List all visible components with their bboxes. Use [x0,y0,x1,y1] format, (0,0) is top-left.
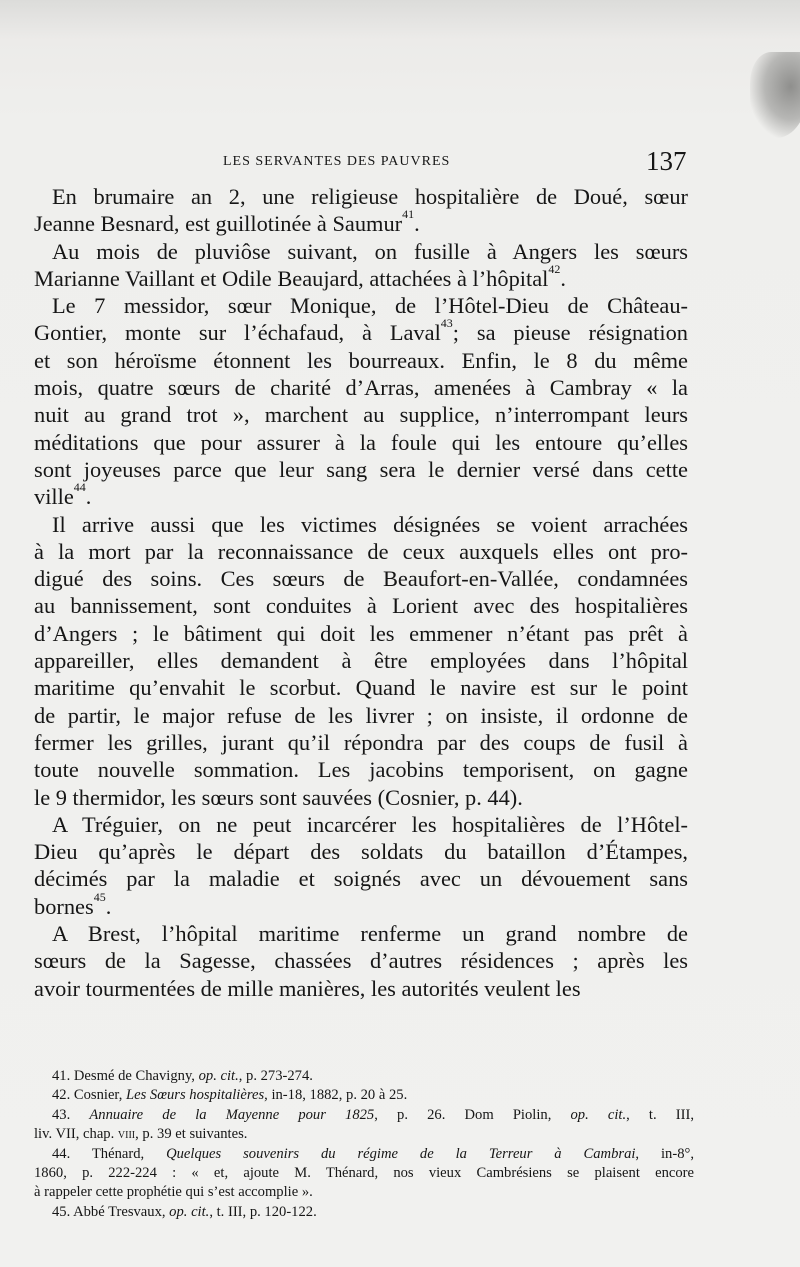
body-text [34,183,688,1002]
text-line: à la mort par la reconnaissance de ceux auxquels elles ont pro- [34,538,688,564]
page-number: 137 [646,146,687,176]
text-line: Dieu qu’après le départ des soldats du bataillon d’Étampes, [34,839,688,865]
text-line: avoir tourmentées de mille manières, les autorités veulent les [34,975,581,1001]
note-reference: 44 [73,483,86,495]
text-line: de partir, le major refuse de les livrer ; on insiste, il ordonne de [34,702,688,728]
text-line: Gontier, monte sur l’échafaud, à Laval$^{43}$; sa pieuse résignation [34,319,688,346]
text-line: d’Angers ; le bâtiment qui doit les emmener n’étant pas prêt à [34,620,688,646]
note-reference: 42 [548,264,561,276]
text-line: appareiller, elles demandent à être employées dans l’hôpital [34,648,688,674]
footnote-line: liv. VII, chap. viii, p. 39 et suivantes. [34,1126,248,1143]
footnote-line: 45. Abbé Tresvaux, op. cit., t. III, p. 120-122. [52,1203,317,1220]
text-line: mois, quatre sœurs de charité d’Arras, amenées à Cambray « la [34,375,688,401]
footnote-italic: op. cit. [570,1106,627,1123]
running-title: LES SERVANTES DES PAUVRES [223,154,451,169]
text-line: digué des soins. Ces sœurs de Beaufort-en-Vallée, condamnées [34,566,688,592]
text-line: maritime qu’envahit le scorbut. Quand le navire est sur le point [34,675,688,701]
footnote-line: 1860, p. 222-224 : « et, ajoute M. Thénard, nos vieux Cambrésiens se plaisent encore [34,1164,694,1181]
text-line: et son héroïsme étonnent les bourreaux. Enfin, le 8 du même [34,347,688,373]
text-line: fermer les grilles, jurant qu’il répondra par des coups de fusil à [34,729,688,755]
text-line: En brumaire an 2, une religieuse hospitalière de Doué, sœur [52,184,688,209]
footnote-italic: Quelques souvenirs du régime de la Terreur à Cambrai [166,1145,636,1162]
text-line: décimés par la maladie et soignés avec un dévouement sans [34,866,688,892]
text-line: sont joyeuses parce que leur sang sera le dernier versé dans cette [34,456,688,482]
footnote-italic: Les Sœurs hospitalières [126,1087,265,1104]
footnote-italic: Annuaire de la Mayenne pour 1825 [89,1106,375,1123]
text-line: bornes$^{45}$. [34,893,688,920]
text-line: au bannissement, sont conduites à Lorient avec des hospitalières [34,593,688,619]
footnote-italic: op. cit. [198,1068,239,1084]
text-line: Il arrive aussi que les victimes désignées se voient arrachées [52,511,688,537]
text-line: méditations que pour assurer à la foule qui les entoure qu’elles [34,429,688,455]
text-line: Marianne Vaillant et Odile Beaujard, attachées à l’hôpital$^{42}$. [34,265,688,292]
text-line: sœurs de la Sagesse, chassées d’autres résidences ; après les [34,948,688,974]
footnote-line: 44. Thénard, Quelques souvenirs du régime de la Terreur à Cambrai, in-8°, [52,1145,694,1162]
note-reference: 45 [93,892,106,904]
footnote-line: 43. Annuaire de la Mayenne pour 1825, p. 26. Dom Piolin, op. cit., t. III, [52,1106,694,1123]
footnote-line: 42. Cosnier, Les Sœurs hospitalières, in-18, 1882, p. 20 à 25. [52,1087,408,1104]
text-line: Au mois de pluviôse suivant, on fusille à Angers les sœurs [52,238,688,264]
text-line: Le 7 messidor, sœur Monique, de l’Hôtel-Dieu de Château- [52,293,688,319]
footnote-line: à rappeler cette prophétie qui s’est accomplie ». [34,1184,313,1201]
note-reference: 43 [440,319,453,331]
footnote-italic: op. cit. [169,1203,210,1220]
text-line: A Brest, l’hôpital maritime renferme un grand nombre de [52,921,688,947]
text-line: Jeanne Besnard, est guillotinée à Saumur$^{41}$. [34,210,688,237]
text-line: toute nouvelle sommation. Les jacobins temporisent, on gagne [34,757,688,783]
footnote-italic: viii [117,1126,136,1143]
footnotes [34,1067,694,1222]
text-line: ville$^{44}$. [34,483,688,510]
text-line: nuit au grand trot », marchent au supplice, n’interrompant leurs [34,402,688,428]
text-line: le 9 thermidor, les sœurs sont sauvées (Cosnier, p. 44). [34,784,523,810]
folded-corner-shadow [750,52,800,138]
note-reference: 41 [402,210,415,222]
page-header [0,146,800,180]
footnote-line: 41. Desmé de Chavigny, op. cit., p. 273-274. [52,1068,313,1084]
text-line: A Tréguier, on ne peut incarcérer les hospitalières de l’Hôtel- [52,811,688,837]
